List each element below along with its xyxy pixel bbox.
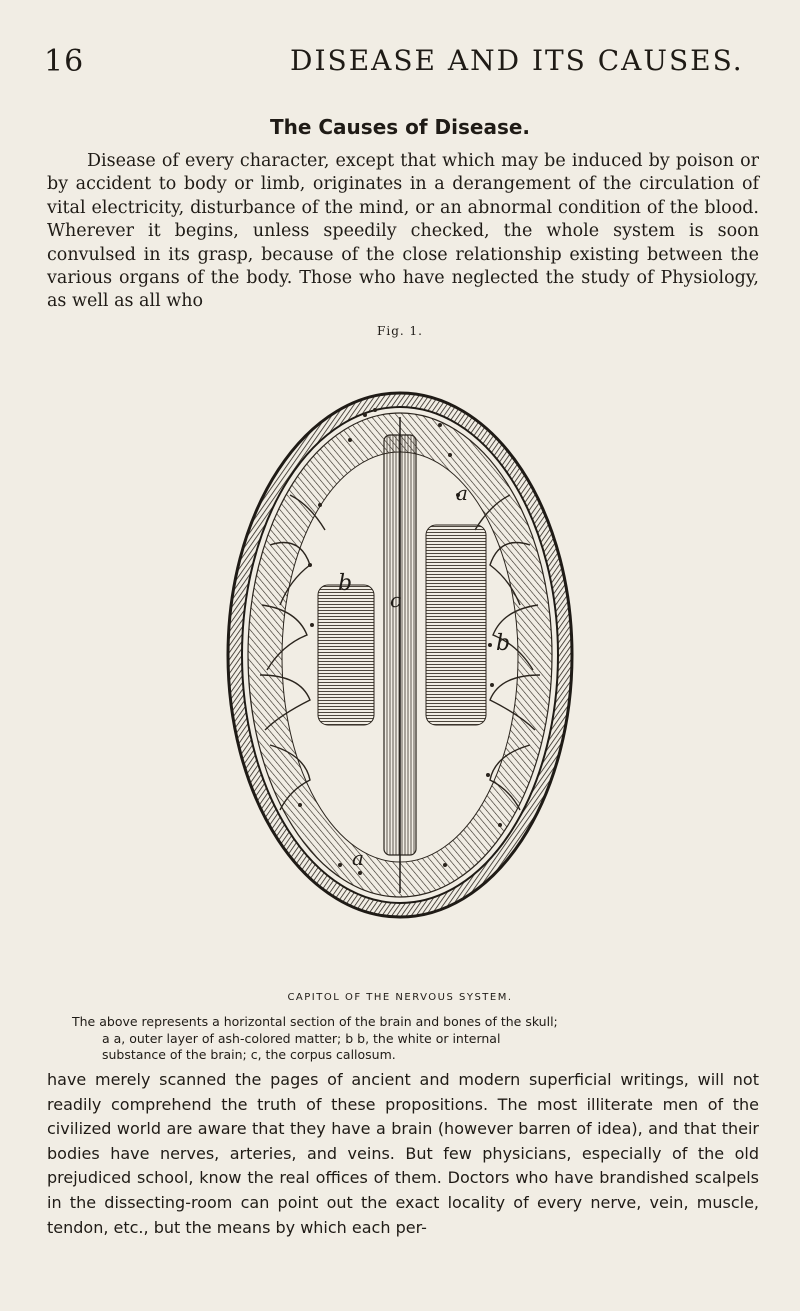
section-title: The Causes of Disease.	[269, 115, 531, 139]
figure-caption-title: CAPITOL OF THE NERVOUS SYSTEM.	[287, 992, 513, 1003]
paragraph-1: Disease of every character, except that which may be induced by poison or by accident to body or limb, originates in a derangement of the circulation of vital electricity, disturbance of the mind, or an abnormal condition of the blood. Wherever it begins, unless speedily checked, the whole system is soon convulsed in its grasp, because of the close relationship existing between the various organs of the body. Those who have neglected the study of Physiology, as well as all who	[47, 151, 759, 312]
right-striated-mass	[426, 525, 486, 725]
page-number: 16	[44, 44, 85, 79]
left-striated-mass	[318, 585, 374, 725]
figure-label: Fig. 1.	[377, 324, 423, 338]
running-head: DISEASE AND ITS CAUSES.	[290, 44, 744, 77]
caption-line-2: a a, outer layer of ash-colored matter; b b, the white or internal	[102, 1030, 501, 1046]
caption-line-1: The above represents a horizontal section of the brain and bones of the skull;	[72, 1014, 558, 1029]
figure-caption	[72, 1014, 732, 1064]
brain-section-engraving	[200, 345, 600, 965]
paragraph-2: have merely scanned the pages of ancient and modern superficial writings, will not readily comprehend the truth of these propositions. The most illiterate men of the civilized world are aware that they have a brain (however barren of idea), and that their bodies have nerves, arteries, and veins. But few physicians, especially of the old prejudiced school, know the real offices of them. Doctors who have brandished scalpels in the dissecting-room can point out the exact locality of every nerve, vein, muscle, tendon, etc., but the means by which each per-	[47, 1070, 759, 1237]
letter-c: c	[390, 588, 402, 612]
letter-a-top: a	[456, 481, 468, 505]
caption-line-3: substance of the brain; c, the corpus callosum.	[102, 1047, 396, 1062]
letter-b-right: b	[496, 631, 511, 656]
letter-a-bottom: a	[352, 846, 364, 870]
letter-b-left: b	[338, 571, 353, 596]
brain-section-illustration	[200, 345, 600, 965]
